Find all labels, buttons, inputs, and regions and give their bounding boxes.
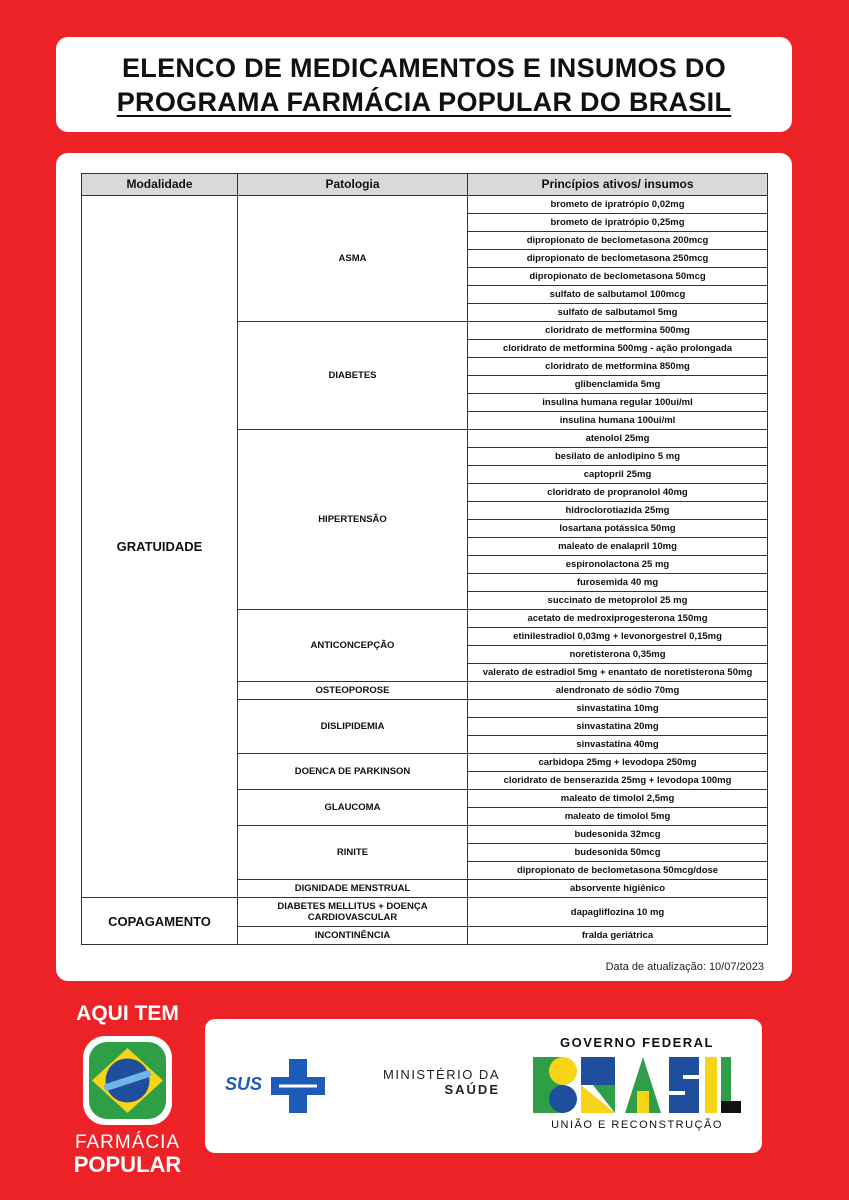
title-card — [56, 37, 792, 132]
patologia-cell: GLAUCOMA — [238, 790, 468, 826]
principio-ativo-cell: acetato de medroxiprogesterona 150mg — [468, 610, 768, 628]
principio-ativo-cell: brometo de ipratrópio 0,02mg — [468, 196, 768, 214]
principio-ativo-cell: espironolactona 25 mg — [468, 556, 768, 574]
brasil-wordmark-icon — [533, 1057, 741, 1113]
principio-ativo-cell: atenolol 25mg — [468, 430, 768, 448]
farmacia-logo-bottom-text: POPULAR — [73, 1152, 182, 1177]
principio-ativo-cell: noretisterona 0,35mg — [468, 646, 768, 664]
principio-ativo-cell: carbidopa 25mg + levodopa 250mg — [468, 754, 768, 772]
sus-logo — [225, 1057, 330, 1115]
principio-ativo-cell: sinvastatina 10mg — [468, 700, 768, 718]
patologia-cell: ANTICONCEPÇÃO — [238, 610, 468, 682]
principio-ativo-cell: valerato de estradiol 5mg + enantato de noretisterona 50mg — [468, 664, 768, 682]
principio-ativo-cell: sulfato de salbutamol 5mg — [468, 304, 768, 322]
principio-ativo-cell: insulina humana regular 100ui/ml — [468, 394, 768, 412]
patologia-cell: DIABETES MELLITUS + DOENÇA CARDIOVASCULAR — [238, 898, 468, 927]
header-modalidade: Modalidade — [82, 174, 238, 196]
principio-ativo-cell: dipropionato de beclometasona 200mcg — [468, 232, 768, 250]
principio-ativo-cell: cloridrato de metformina 500mg — [468, 322, 768, 340]
footer-card — [205, 1019, 762, 1153]
table-row — [82, 196, 768, 214]
ministerio-line-2: SAÚDE — [444, 1082, 500, 1097]
principio-ativo-cell: sulfato de salbutamol 100mcg — [468, 286, 768, 304]
patologia-cell: ASMA — [238, 196, 468, 322]
principio-ativo-cell: alendronato de sódio 70mg — [468, 682, 768, 700]
principio-ativo-cell: captopril 25mg — [468, 466, 768, 484]
principio-ativo-cell: budesonida 50mcg — [468, 844, 768, 862]
principio-ativo-cell: dapagliflozina 10 mg — [468, 898, 768, 927]
principio-ativo-cell: losartana potássica 50mg — [468, 520, 768, 538]
principio-ativo-cell: budesonida 32mcg — [468, 826, 768, 844]
ministerio-line-1: MINISTÉRIO DA — [382, 1067, 500, 1082]
uniao-reconstrucao-text: UNIÃO E RECONSTRUÇÃO — [551, 1119, 723, 1131]
title-line-1: ELENCO DE MEDICAMENTOS E INSUMOS DO — [121, 52, 727, 83]
table-header-row — [82, 174, 768, 196]
header-patologia: Patologia — [238, 174, 468, 196]
modalidade-copagamento: COPAGAMENTO — [82, 898, 238, 945]
medications-table — [81, 173, 768, 945]
title-line-2: PROGRAMA FARMÁCIA POPULAR DO BRASIL — [116, 86, 732, 117]
patologia-cell: HIPERTENSÃO — [238, 430, 468, 610]
principio-ativo-cell: sinvastatina 20mg — [468, 718, 768, 736]
principio-ativo-cell: maleato de timolol 2,5mg — [468, 790, 768, 808]
principio-ativo-cell: succinato de metoprolol 25 mg — [468, 592, 768, 610]
principio-ativo-cell: cloridrato de propranolol 40mg — [468, 484, 768, 502]
header-principios: Princípios ativos/ insumos — [468, 174, 768, 196]
table-body — [82, 196, 768, 945]
principio-ativo-cell: cloridrato de metformina 850mg — [468, 358, 768, 376]
update-date: Data de atualização: 10/07/2023 — [605, 961, 764, 973]
patologia-cell: DIABETES — [238, 322, 468, 430]
table-card — [56, 153, 792, 981]
principio-ativo-cell: dipropionato de beclometasona 50mcg/dose — [468, 862, 768, 880]
farmacia-logo-mid-text: FARMÁCIA — [74, 1132, 181, 1153]
principio-ativo-cell: besilato de anlodipino 5 mg — [468, 448, 768, 466]
principio-ativo-cell: fralda geriátrica — [468, 927, 768, 945]
patologia-cell: OSTEOPOROSE — [238, 682, 468, 700]
patologia-cell: DIGNIDADE MENSTRUAL — [238, 880, 468, 898]
principio-ativo-cell: glibenclamida 5mg — [468, 376, 768, 394]
principio-ativo-cell: furosemida 40 mg — [468, 574, 768, 592]
principio-ativo-cell: insulina humana 100ui/ml — [468, 412, 768, 430]
patologia-cell: DOENCA DE PARKINSON — [238, 754, 468, 790]
governo-federal-text: GOVERNO FEDERAL — [560, 1035, 714, 1050]
patologia-cell: INCONTINÊNCIA — [238, 927, 468, 945]
patologia-cell: RINITE — [238, 826, 468, 880]
table-row — [82, 898, 768, 927]
principio-ativo-cell: sinvastatina 40mg — [468, 736, 768, 754]
principio-ativo-cell: hidroclorotiazida 25mg — [468, 502, 768, 520]
principio-ativo-cell: etinilestradiol 0,03mg + levonorgestrel 0,15mg — [468, 628, 768, 646]
ministerio-saude-logo — [355, 1067, 500, 1097]
principio-ativo-cell: cloridrato de metformina 500mg - ação prolongada — [468, 340, 768, 358]
principio-ativo-cell: absorvente higiênico — [468, 880, 768, 898]
principio-ativo-cell: dipropionato de beclometasona 250mcg — [468, 250, 768, 268]
principio-ativo-cell: cloridrato de benserazida 25mg + levodopa 100mg — [468, 772, 768, 790]
farmacia-logo-top-text: AQUI TEM — [76, 1002, 179, 1025]
farmacia-popular-logo — [70, 1000, 185, 1180]
principio-ativo-cell: maleato de enalapril 10mg — [468, 538, 768, 556]
modalidade-gratuidade: GRATUIDADE — [82, 196, 238, 898]
sus-text: SUS — [225, 1074, 263, 1094]
sus-cross-icon — [269, 1057, 327, 1115]
principio-ativo-cell: maleato de timolol 5mg — [468, 808, 768, 826]
principio-ativo-cell: brometo de ipratrópio 0,25mg — [468, 214, 768, 232]
farmacia-popular-badge-icon — [75, 1028, 180, 1133]
governo-federal-logo — [527, 1035, 747, 1140]
patologia-cell: DISLIPIDEMIA — [238, 700, 468, 754]
principio-ativo-cell: dipropionato de beclometasona 50mcg — [468, 268, 768, 286]
